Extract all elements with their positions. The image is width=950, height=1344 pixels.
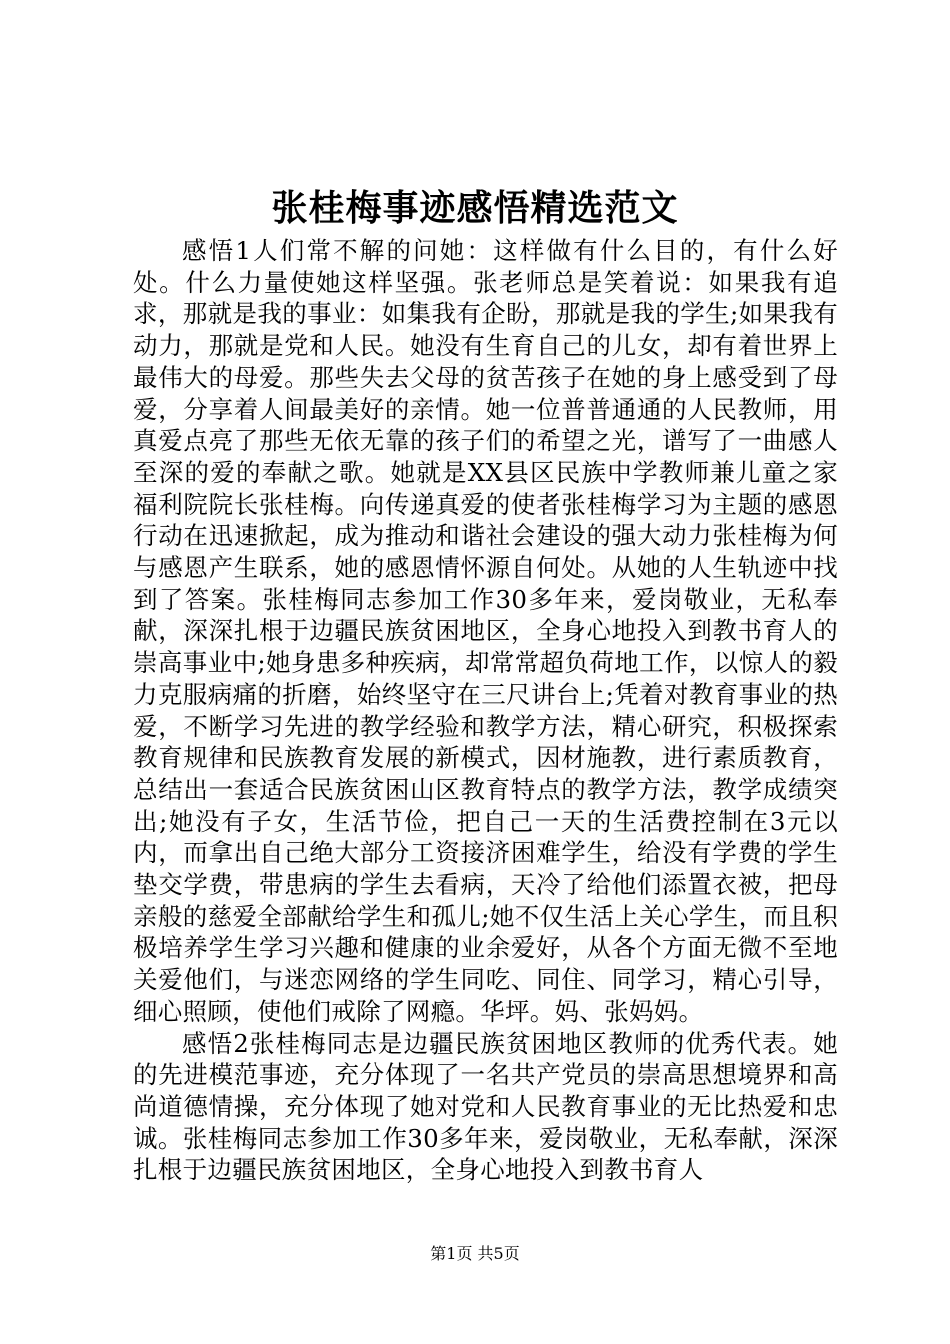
paragraph-1: 感悟1人们常不解的问她：这样做有什么目的，有什么好处。什么力量使她这样坚强。张老师总是笑着说：如果我有追求，那就是我的事业：如集我有企盼，那就是我的学生;如果我有动力，那就是党和人民。她没有生育自己的儿女，却有着世界上最伟大的母爱。那些失去父母的贫苦孩子在她的身上感受到了母爱，分享着人间最美好的亲情。她一位普普通通的人民教师，用真爱点亮了那些无依无靠的孩子们的希望之光，谱写了一曲感人至深的爱的奉献之歌。她就是XX县区民族中学教师兼儿童之家福利院院长张桂梅。向传递真爱的使者张桂梅学习为主题的感恩行动在迅速掀起，成为推动和谐社会建设的强大动力张桂梅为何与感恩产生联系，她的感恩情怀源自何处。从她的人生轨迹中找到了答案。张桂梅同志参加工作30多年来，爱岗敬业，无私奉献，深深扎根于边疆民族贫困地区，全身心地投入到教书育人的崇高事业中;她身患多种疾病，却常常超负荷地工作，以惊人的毅力克服病痛的折磨，始终坚守在三尺讲台上;凭着对教育事业的热爱，不断学习先进的教学经验和教学方法，精心研究，积极探索教育规律和民族教育发展的新模式，因材施教，进行素质教育，总结出一套适合民族贫困山区教育特点的教学方法，教学成绩突出;她没有子女，生活节俭，把自己一天的生活费控制在3元以内，而拿出自己绝大部分工资接济困难学生，给没有学费的学生垫交学费，带患病的学生去看病，天冷了给他们添置衣被，把母亲般的慈爱全部献给学生和孤儿;她不仅生活上关心学生，而且积极培养学生学习兴趣和健康的业余爱好，从各个方面无微不至地关爱他们，与迷恋网络的学生同吃、同住、同学习，精心引导，细心照顾，使他们戒除了网瘾。华坪。妈、张妈妈。	[133, 236, 838, 1026]
document-title: 张桂梅事迹感悟精选范文	[271, 188, 679, 229]
document-body	[133, 235, 838, 1186]
page-number-footer: 第1页 共5页	[430, 1244, 520, 1263]
paragraph-2: 感悟2张桂梅同志是边疆民族贫困地区教师的优秀代表。她的先进模范事迹，充分体现了一名共产党员的崇高思想境界和高尚道德情操，充分体现了她对党和人民教育事业的无比热爱和忠诚。张桂梅同志参加工作30多年来，爱岗敬业，无私奉献，深深扎根于边疆民族贫困地区，全身心地投入到教书育人	[133, 1028, 838, 1185]
